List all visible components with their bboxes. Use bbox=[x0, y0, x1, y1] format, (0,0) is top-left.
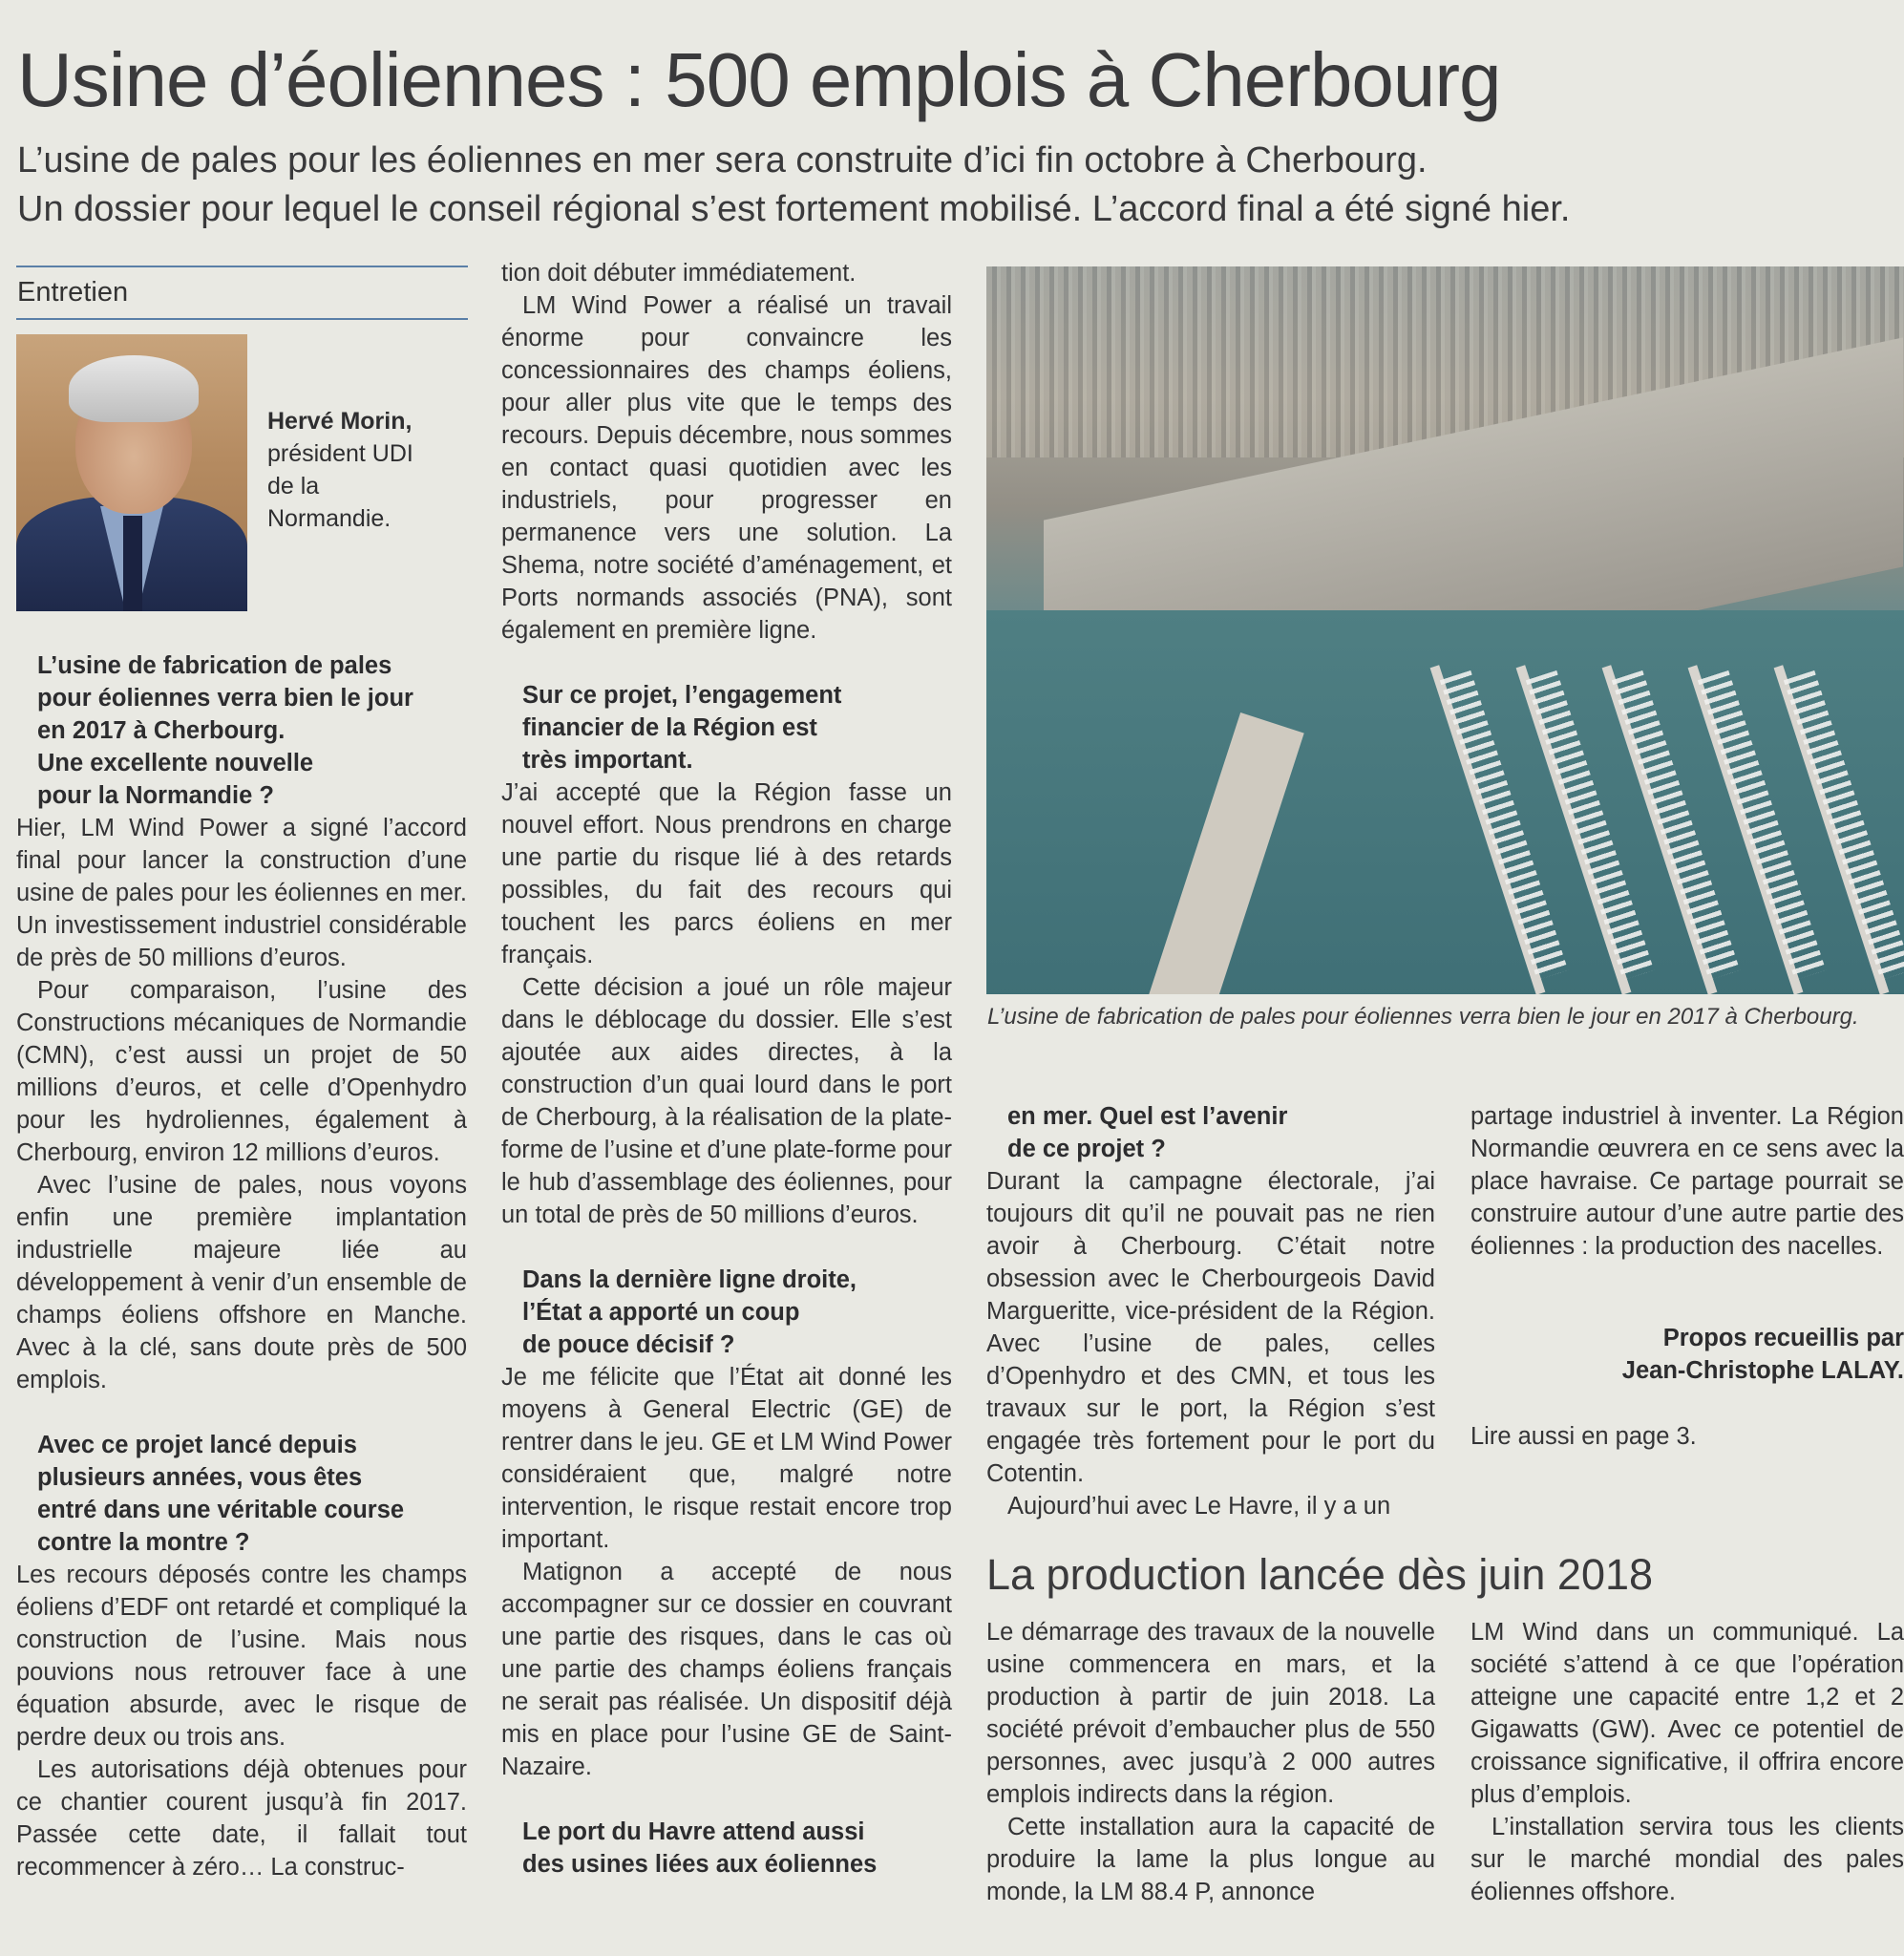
question-2-line: Avec ce projet lancé depuis bbox=[37, 1432, 357, 1458]
answer-paragraph: LM Wind Power a réalisé un travail énorme pour convaincre les concessionnaires des champs éoliens, pour aller plus vite que le temps des recours. Depuis décembre, nous sommes en contact quasi quotidien avec les industriels, pour progresser en permanence vers une solution. La Shema, notre société d’aménagement, et Ports normands associés (PNA), sont également en première ligne. bbox=[501, 292, 952, 644]
answer-paragraph: Avec l’usine de pales, nous voyons enfin une première implantation industrielle majeure liée au développement à venir d’un ensemble de champs éoliens offshore en Manche. Avec à la clé, sans doute près de 500 emplois. bbox=[16, 1172, 467, 1393]
answer-paragraph: Je me félicite que l’État ait donné les moyens à General Electric (GE) de rentrer dans le jeu. GE et LM Wind Power considéraient que, malgré notre intervention, le risque restait encore trop important. bbox=[501, 1364, 952, 1553]
portrait-tie bbox=[123, 516, 142, 611]
question-2-line: contre la montre ? bbox=[37, 1529, 250, 1556]
question-1-line: Une excellente nouvelle bbox=[37, 750, 314, 776]
byline bbox=[1470, 1322, 1904, 1387]
answer-paragraph: Aujourd’hui avec Le Havre, il y a un bbox=[1007, 1493, 1391, 1520]
sidebar-column-2 bbox=[1470, 1616, 1904, 1908]
question-2-line: entré dans une véritable course bbox=[37, 1497, 405, 1523]
interviewee-name: Hervé Morin, bbox=[267, 408, 413, 435]
section-rule-bottom bbox=[16, 318, 468, 320]
answer-paragraph: partage industriel à inventer. La Région Normandie œuvrera en ce sens avec la place havraise. Ce partage pourrait se construire autour d’une autre partie des éoliennes : la production des nacelles. bbox=[1470, 1103, 1904, 1260]
interviewee-portrait bbox=[16, 334, 247, 611]
standfirst bbox=[17, 137, 1879, 234]
headline: Usine d’éoliennes : 500 emplois à Cherbourg bbox=[17, 37, 1501, 122]
question-1-line: L’usine de fabrication de pales bbox=[37, 652, 392, 679]
question-4-line: Dans la dernière ligne droite, bbox=[522, 1266, 857, 1293]
answer-paragraph: Matignon a accepté de nous accompagner sur ce dossier en couvrant une partie des risques, dans le cas où une partie des champs éoliens français ne serait pas réalisée. Un dispositif déjà mis en place pour l’usine GE de Saint-Nazaire. bbox=[501, 1559, 952, 1780]
standfirst-line: Un dossier pour lequel le conseil régional s’est fortement mobilisé. L’accord final a été signé hier. bbox=[17, 189, 1571, 229]
standfirst-line: L’usine de pales pour les éoliennes en mer sera construite d’ici fin octobre à Cherbourg. bbox=[17, 140, 1428, 181]
answer-paragraph: J’ai accepté que la Région fasse un nouvel effort. Nous prendrons en charge une partie du risque lié à des retards possibles, du fait des recours qui touchent les parcs éoliens en mer français. bbox=[501, 779, 952, 968]
question-5-line: des usines liées aux éoliennes bbox=[522, 1851, 878, 1878]
section-label: Entretien bbox=[17, 277, 129, 308]
answer-paragraph: tion doit débuter immédiatement. bbox=[501, 260, 857, 287]
question-2-line: plusieurs années, vous êtes bbox=[37, 1464, 363, 1491]
interviewee-role-line: président UDI bbox=[267, 440, 413, 467]
sidebar-column-1 bbox=[986, 1616, 1435, 1908]
section-rule-top bbox=[16, 266, 468, 267]
question-4-line: l’État a apporté un coup bbox=[522, 1299, 800, 1326]
sidebar-paragraph: LM Wind dans un communiqué. La société s’attend à ce que l’opération atteigne une capacité entre 1,2 et 2 Gigawatts (GW). Avec ce potentiel de croissance significative, il offrira encore plus d’emplois. bbox=[1470, 1619, 1904, 1808]
article-column-1 bbox=[16, 649, 467, 1883]
answer-paragraph: Cette décision a joué un rôle majeur dans le déblocage du dossier. Elle s’est ajoutée aux aides directes, à la construction d’un quai lourd dans le port de Cherbourg, à la réalisation de la plate-forme de l’usine et d’une plate-forme pour le hub d’assemblage des éoliennes, pour un total de près de 50 millions d’euros. bbox=[501, 974, 953, 1228]
question-4-line: de pouce décisif ? bbox=[522, 1331, 735, 1358]
question-3-line: financier de la Région est bbox=[522, 714, 817, 741]
photo-caption: L’usine de fabrication de pales pour éoliennes verra bien le jour en 2017 à Cherbourg. bbox=[987, 1004, 1859, 1030]
question-5-line: en mer. Quel est l’avenir bbox=[1007, 1103, 1288, 1130]
answer-paragraph: Hier, LM Wind Power a signé l’accord final pour lancer la construction d’une usine de pales pour les éoliennes en mer. Un investissement industriel considérable de près de 50 millions d’euros. bbox=[16, 815, 467, 971]
harbour-aerial-photo bbox=[986, 266, 1904, 994]
byline-line: Propos recueillis par bbox=[1662, 1325, 1904, 1351]
article-column-3 bbox=[986, 1100, 1435, 1522]
interviewee-caption bbox=[267, 405, 413, 535]
sidebar-paragraph: Cette installation aura la capacité de produire la lame la plus longue au monde, la LM 88.4 P, annonce bbox=[986, 1814, 1435, 1905]
interviewee-role-line: Normandie. bbox=[267, 505, 391, 532]
question-1-line: en 2017 à Cherbourg. bbox=[37, 717, 286, 744]
question-1-line: pour la Normandie ? bbox=[37, 782, 274, 809]
interviewee-role-line: de la bbox=[267, 473, 320, 500]
question-1-line: pour éoliennes verra bien le jour bbox=[37, 685, 413, 712]
question-3-line: Sur ce projet, l’engagement bbox=[522, 682, 842, 709]
answer-paragraph: Pour comparaison, l’usine des Constructions mécaniques de Normandie (CMN), c’est aussi un projet de 50 millions d’euros, et celle d’Openhydro pour les hydroliennes, également à Cherbourg, environ 12 millions d’euros. bbox=[16, 977, 467, 1166]
question-5-line: de ce projet ? bbox=[1007, 1136, 1166, 1162]
sidebar-paragraph: Le démarrage des travaux de la nouvelle usine commencera en mars, et la production à partir de juin 2018. La société prévoit d’embaucher plus de 550 personnes, avec jusqu’à 2 000 autres emplois indirects dans la région. bbox=[986, 1619, 1435, 1808]
byline-author: Jean-Christophe LALAY. bbox=[1621, 1357, 1904, 1384]
article-column-4 bbox=[1470, 1100, 1904, 1263]
answer-paragraph: Les recours déposés contre les champs éoliens d’EDF ont retardé et compliqué la construction de l’usine. Mais nous pouvions nous retrouver face à une équation absurde, avec le risque de perdre deux ou trois ans. bbox=[16, 1562, 467, 1751]
question-3-line: très important. bbox=[522, 747, 693, 774]
question-5-line: Le port du Havre attend aussi bbox=[522, 1818, 865, 1845]
see-also-note: Lire aussi en page 3. bbox=[1470, 1423, 1697, 1450]
sidebar-headline: La production lancée dès juin 2018 bbox=[986, 1550, 1654, 1599]
article-column-2 bbox=[501, 257, 952, 1881]
portrait-hair bbox=[69, 355, 199, 422]
sidebar-paragraph: L’installation servira tous les clients sur le marché mondial des pales éoliennes offshore. bbox=[1470, 1814, 1904, 1905]
answer-paragraph: Durant la campagne électorale, j’ai toujours dit qu’il ne pouvait pas ne rien avoir à Cherbourg. C’était notre obsession avec le Cherbourgeois David Margueritte, vice-président de la Région. Avec l’usine de pales, celles d’Openhydro et des CMN, et tous les travaux sur le port, la Région s’est engagée très fortement pour le port du Cotentin. bbox=[986, 1168, 1435, 1487]
answer-paragraph: Les autorisations déjà obtenues pour ce chantier courent jusqu’à fin 2017. Passée cette date, il fallait tout recommencer à zéro… La construc- bbox=[16, 1756, 467, 1881]
